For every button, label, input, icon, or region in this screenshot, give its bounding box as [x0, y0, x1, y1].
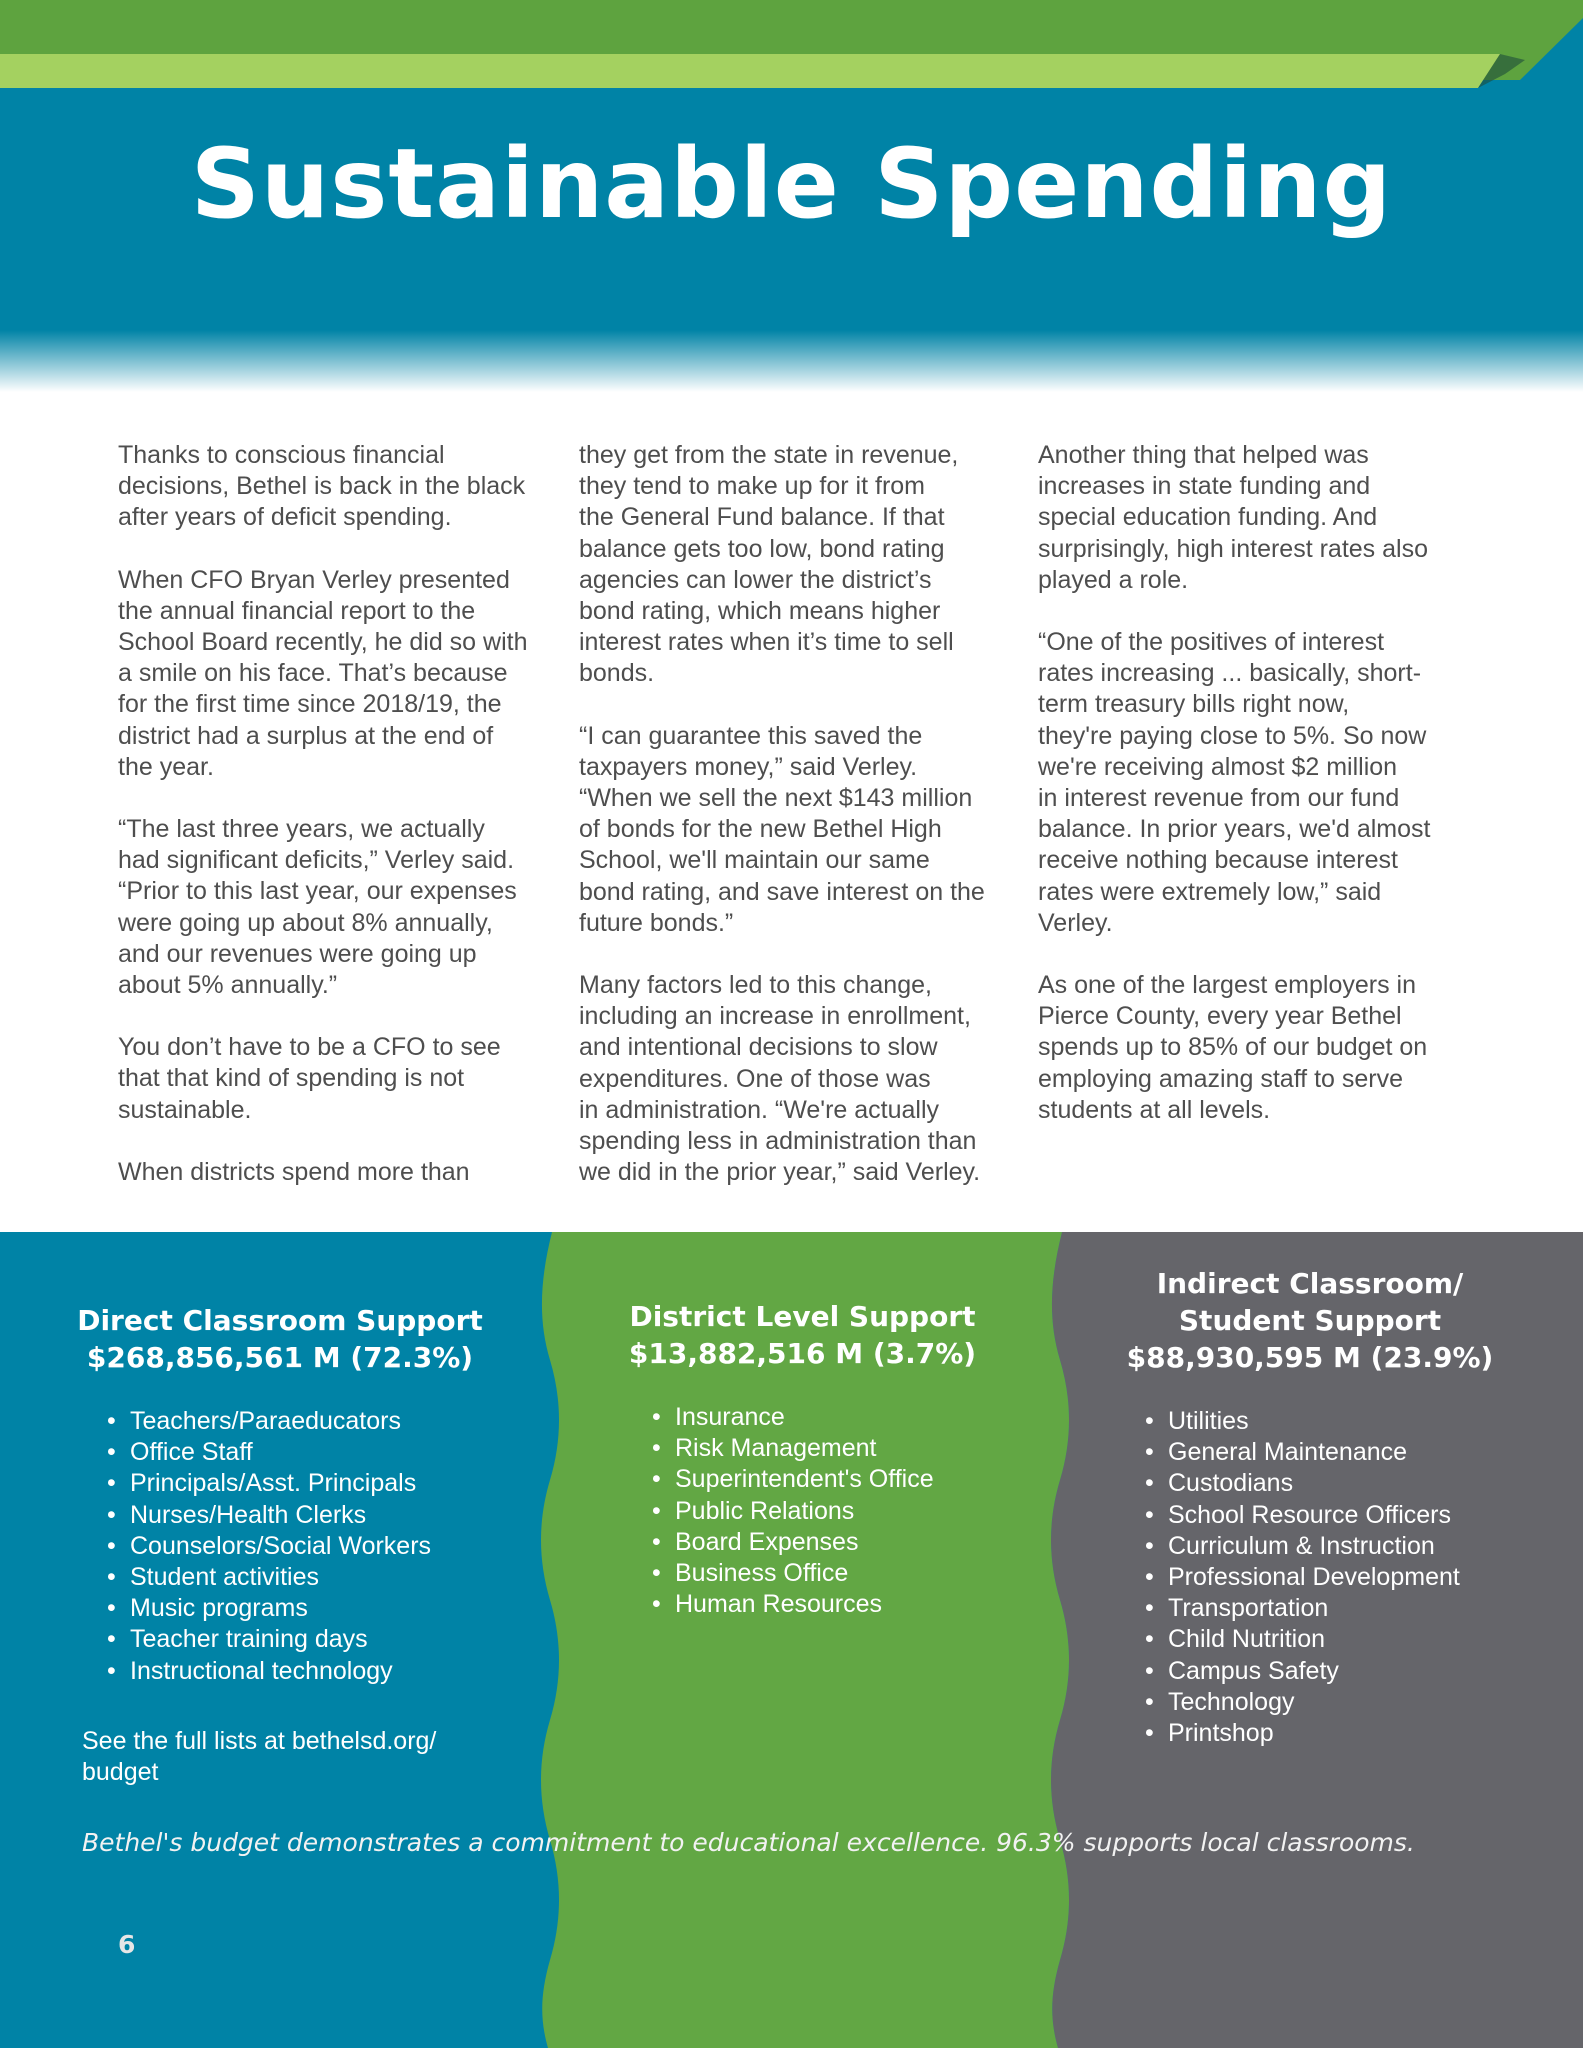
list-item: • Utilities	[1143, 1406, 1520, 1437]
paragraph: “I can guarantee this saved the taxpayers money,” said Verley. “When we sell the next $143 million of bonds for the new Bethel High School, we'll maintain our same bond rating, and save interest on the future bonds.”	[579, 721, 985, 937]
list-item: • Music programs	[105, 1593, 500, 1624]
list-item: • Human Resources	[650, 1589, 1005, 1620]
list-item: • Technology	[1143, 1687, 1520, 1718]
panel-heading: Direct Classroom Support $268,856,561 M (72.3%)	[77, 1304, 483, 1374]
list-item: • Superintendent's Office	[650, 1464, 1005, 1495]
direct-list	[105, 1406, 500, 1687]
paragraph: “The last three years, we actually had significant deficits,” Verley said. “Prior to this last year, our expenses were going up about 8% annually, and our revenues were going up about 5% annually.”	[118, 815, 517, 1000]
list-item: • Risk Management	[650, 1433, 1005, 1464]
page-number: 6	[118, 1930, 136, 1959]
district-list	[650, 1402, 1005, 1620]
budget-footer-note: Bethel's budget demonstrates a commitment to educational excellence. 96.3% supports local classrooms.	[82, 1828, 1415, 1857]
list-item: • Teachers/Paraeducators	[105, 1406, 500, 1437]
list-item: • Custodians	[1143, 1468, 1520, 1499]
indirect-classroom-panel	[1100, 1265, 1520, 1749]
panel-heading: District Level Support $13,882,516 M (3.7%)	[628, 1300, 977, 1370]
list-item: • Public Relations	[650, 1496, 1005, 1527]
list-item: • Printshop	[1143, 1718, 1520, 1749]
list-item: • Nurses/Health Clerks	[105, 1500, 500, 1531]
paragraph: As one of the largest employers in Pierce County, every year Bethel spends up to 85% of our budget on employing amazing staff to serve students at all levels.	[1038, 971, 1428, 1124]
district-level-panel	[600, 1298, 1005, 1620]
indirect-list	[1143, 1406, 1520, 1749]
list-item: • Instructional technology	[105, 1656, 500, 1687]
direct-classroom-panel	[60, 1302, 500, 1687]
paragraph: Thanks to conscious financial decisions, Bethel is back in the black after years of deficit spending.	[118, 441, 526, 532]
paragraph: they get from the state in revenue, they tend to make up for it from the General Fund balance. If that balance gets too low, bond rating agencies can lower the district’s bond rating, which means higher interest rates when it’s time to sell bonds.	[579, 441, 959, 688]
list-item: • Transportation	[1143, 1593, 1520, 1624]
paragraph: “One of the positives of interest rates increasing ... basically, short- term treasury bills right now, they're paying close to 5%. So now we're receiving almost $2 million in interest revenue from our fund balance. In prior years, we'd almost receive nothing because interest rates were extremely low,” said Verley.	[1038, 628, 1431, 937]
article-column-1	[118, 440, 548, 1219]
list-item: • Child Nutrition	[1143, 1624, 1520, 1655]
page-title: Sustainable Spending	[190, 128, 1393, 240]
list-item: • Professional Development	[1143, 1562, 1520, 1593]
list-item: • Teacher training days	[105, 1624, 500, 1655]
paragraph: When CFO Bryan Verley presented the annual financial report to the School Board recently, he did so with a smile on his face. That’s because for the first time since 2018/19, the district had a surplus at the end of the year.	[118, 565, 528, 781]
paragraph: You don’t have to be a CFO to see that that kind of spending is not sustainable.	[118, 1033, 501, 1124]
paragraph: Many factors led to this change, including an increase in enrollment, and intentional decisions to slow expenditures. One of those was in administration. “We're actually spending less in administration than we did in the prior year,” said Verley.	[579, 971, 981, 1187]
list-item: • Counselors/Social Workers	[105, 1531, 500, 1562]
list-item: • School Resource Officers	[1143, 1500, 1520, 1531]
list-item: • Principals/Asst. Principals	[105, 1468, 500, 1499]
paragraph: Another thing that helped was increases in state funding and special education funding. And surprisingly, high interest rates also played a role.	[1038, 441, 1428, 594]
top-lightgreen-stripe	[0, 54, 1500, 88]
list-item: • Business Office	[650, 1558, 1005, 1589]
paragraph: When districts spend more than	[118, 1157, 470, 1186]
header-fade	[0, 330, 1583, 392]
list-item: • Curriculum & Instruction	[1143, 1531, 1520, 1562]
list-item: • Campus Safety	[1143, 1656, 1520, 1687]
list-item: • Insurance	[650, 1402, 1005, 1433]
list-item: • Board Expenses	[650, 1527, 1005, 1558]
list-item: • Student activities	[105, 1562, 500, 1593]
list-item: • Office Staff	[105, 1437, 500, 1468]
list-item: • General Maintenance	[1143, 1437, 1520, 1468]
article-column-3	[1038, 440, 1468, 1157]
panel-heading: Indirect Classroom/ Student Support $88,930,595 M (23.9%)	[1126, 1267, 1494, 1374]
full-lists-note: See the full lists at bethelsd.org/ budget	[82, 1727, 437, 1787]
article-column-2	[579, 440, 1009, 1219]
